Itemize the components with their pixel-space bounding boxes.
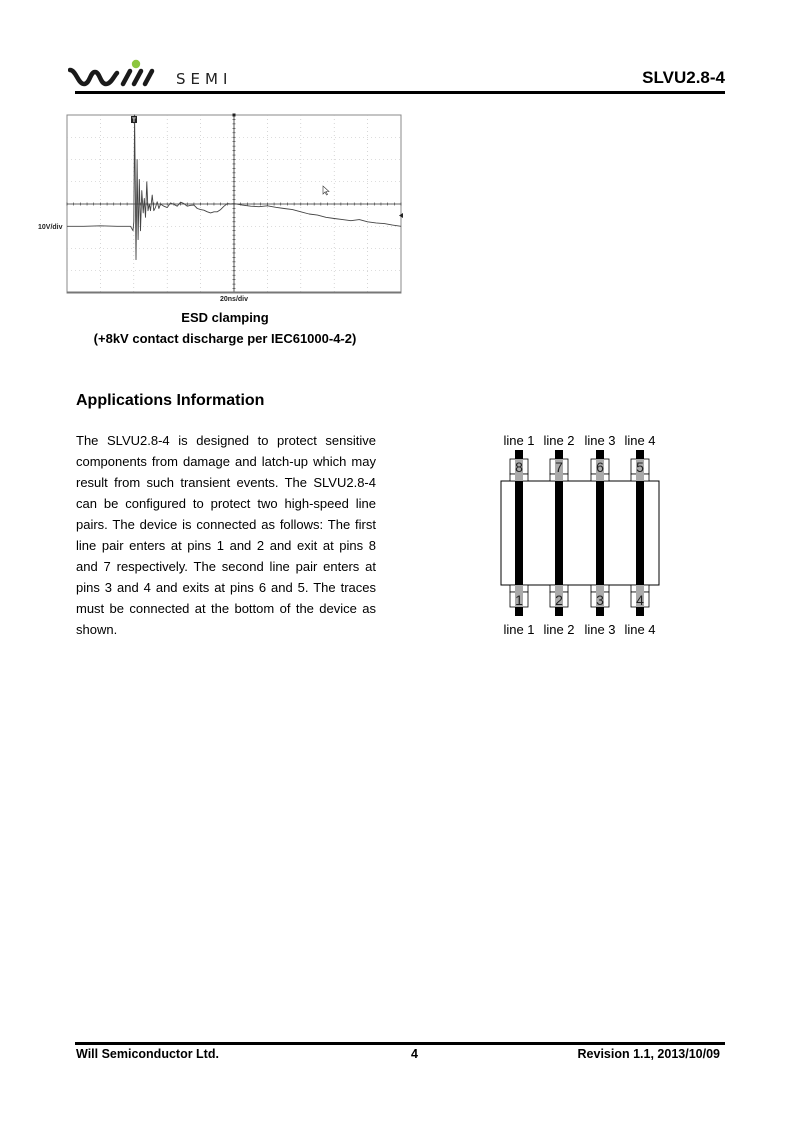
esd-clamping-oscilloscope-chart (30, 112, 410, 304)
trace-top-stub (515, 450, 523, 459)
pinout-diagram (480, 425, 680, 645)
scope-bottom-edge (67, 292, 401, 294)
trigger-position-marker (233, 114, 236, 117)
trigger-marker (131, 116, 137, 124)
bottom-pin-number: 4 (636, 592, 644, 608)
trace-top-stub (596, 450, 604, 459)
figure-caption-title: ESD clamping (181, 310, 269, 325)
footer-page-number: 4 (411, 1047, 418, 1061)
logo-semi-text: SEMI (176, 70, 233, 88)
trace-bottom-stub (555, 607, 563, 616)
bottom-pin-number: 1 (515, 592, 523, 608)
top-line-label: line 1 (503, 433, 535, 448)
trace-top-stub (555, 450, 563, 459)
bottom-line-label: line 1 (503, 622, 535, 637)
part-number: SLVU2.8-4 (642, 68, 725, 87)
footer-revision: Revision 1.1, 2013/10/09 (577, 1047, 720, 1061)
trace-top-stub (636, 450, 644, 459)
logo-dot (132, 60, 140, 68)
will-semi-logo (68, 56, 268, 90)
section-body-text: The SLVU2.8-4 is designed to protect sensitive components from damage and latch-up which may result from such transient events. The SLVU2.8-4 can be configured to protect two high-speed line pairs. The device is connected as follows: The first line pair enters at pins 1 and 2 and exit at pins 8 and 7 respectively. The second line pair enters at pins 3 and 4 and exits at pins 6 and 5. The traces must be connected at the bottom of the device as shown. (76, 433, 376, 637)
bottom-line-label: line 2 (543, 622, 575, 637)
trigger-marker-label: T (132, 118, 136, 124)
header-divider (75, 91, 725, 94)
trace-through-device (515, 481, 523, 585)
footer-company: Will Semiconductor Ltd. (76, 1047, 219, 1061)
top-line-label: line 4 (624, 433, 656, 448)
bottom-pin-number: 3 (596, 592, 604, 608)
y-scale-label: 10V/div (38, 223, 63, 231)
trace-bottom-stub (596, 607, 604, 616)
top-line-label: line 3 (584, 433, 616, 448)
top-pin-number: 7 (555, 459, 563, 475)
section-title: Applications Information (76, 392, 265, 409)
trace-through-device (596, 481, 604, 585)
top-pin-number: 8 (515, 459, 523, 475)
trace-through-device (555, 481, 563, 585)
top-pin-number: 5 (636, 459, 644, 475)
trace-bottom-stub (515, 607, 523, 616)
trace-bottom-stub (636, 607, 644, 616)
footer-divider (75, 1042, 725, 1045)
trace-through-device (636, 481, 644, 585)
device-body (501, 481, 659, 585)
top-pin-number: 6 (596, 459, 604, 475)
x-scale-label: 20ns/div (219, 296, 249, 303)
bottom-line-label: line 4 (624, 622, 656, 637)
bottom-pin-number: 2 (555, 592, 563, 608)
top-line-label: line 2 (543, 433, 575, 448)
bottom-line-label: line 3 (584, 622, 616, 637)
figure-caption-subtitle: (+8kV contact discharge per IEC61000-4-2) (93, 331, 357, 346)
